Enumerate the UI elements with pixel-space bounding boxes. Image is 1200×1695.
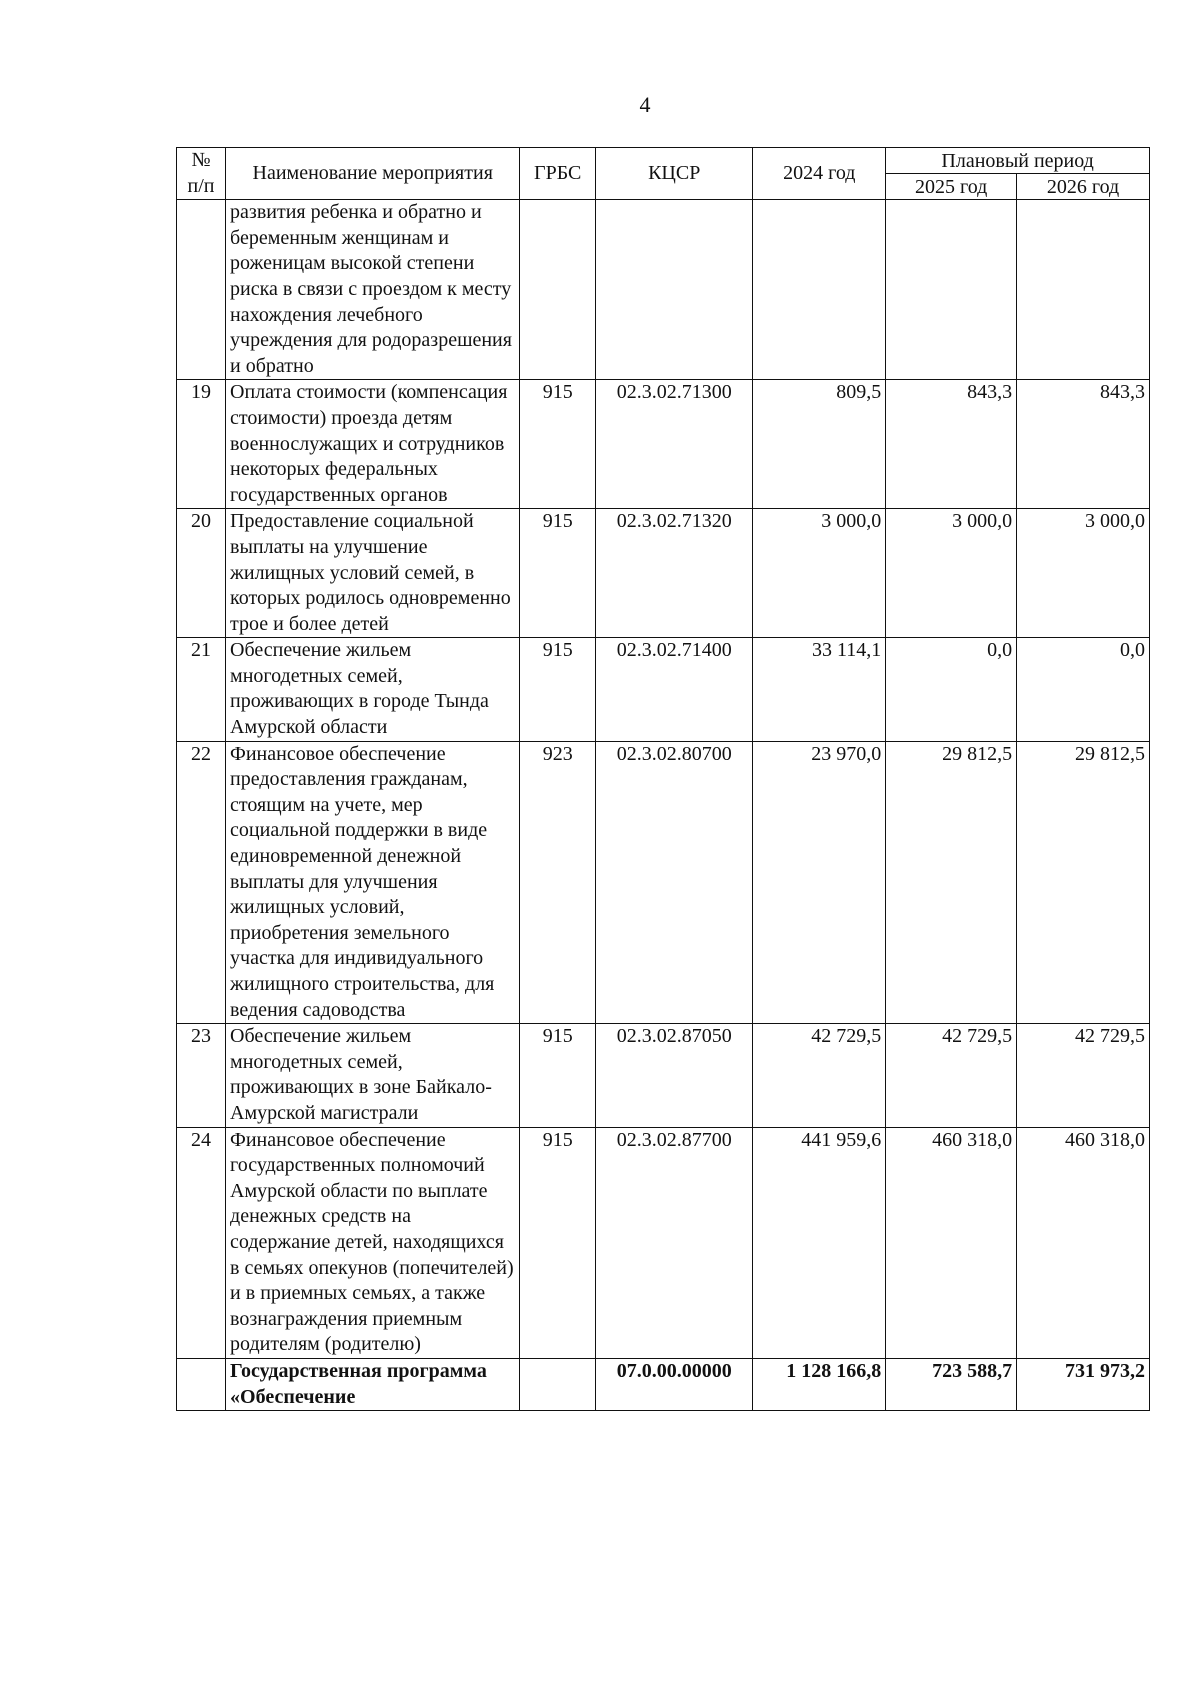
header-2026: 2026 год xyxy=(1017,174,1150,200)
row-grbs: 915 xyxy=(520,1024,596,1127)
row-num: 23 xyxy=(177,1024,226,1127)
row-kcsr: 02.3.02.87700 xyxy=(596,1127,753,1358)
total-2025: 723 588,7 xyxy=(886,1358,1017,1410)
table-header xyxy=(177,148,1150,200)
row-grbs: 915 xyxy=(520,509,596,638)
table-body xyxy=(177,200,1150,1359)
row-2026: 3 000,0 xyxy=(1017,509,1150,638)
total-grbs xyxy=(520,1358,596,1410)
total-num xyxy=(177,1358,226,1410)
table-total xyxy=(177,1358,1150,1410)
row-num xyxy=(177,200,226,380)
row-name: Оплата стоимости (компенсация стоимости) проезда детям военнослужащих и сотрудников некоторых федеральных государственных органов xyxy=(226,380,520,509)
row-grbs: 915 xyxy=(520,380,596,509)
table-row xyxy=(177,509,1150,638)
row-2025: 29 812,5 xyxy=(886,741,1017,1024)
row-grbs xyxy=(520,200,596,380)
budget-table xyxy=(176,147,1150,1411)
row-name: Финансовое обеспечение государственных полномочий Амурской области по выплате денежных средств на содержание детей, находящихся в семьях опекунов (попечителей) и в приемных семьях, а также вознаграждения приемным родителям (родителю) xyxy=(226,1127,520,1358)
table-row xyxy=(177,380,1150,509)
row-name: развития ребенка и обратно и беременным женщинам и роженицам высокой степени риска в связи с проездом к месту нахождения лечебного учреждения для родоразрешения и обратно xyxy=(226,200,520,380)
row-2025: 3 000,0 xyxy=(886,509,1017,638)
row-kcsr: 02.3.02.87050 xyxy=(596,1024,753,1127)
row-2026: 843,3 xyxy=(1017,380,1150,509)
page-number: 4 xyxy=(639,92,651,117)
row-num: 20 xyxy=(177,509,226,638)
row-kcsr: 02.3.02.80700 xyxy=(596,741,753,1024)
row-name: Обеспечение жильем многодетных семей, проживающих в городе Тында Амурской области xyxy=(226,638,520,741)
total-2024: 1 128 166,8 xyxy=(753,1358,886,1410)
table-row xyxy=(177,638,1150,741)
row-2024: 33 114,1 xyxy=(753,638,886,741)
row-kcsr: 02.3.02.71400 xyxy=(596,638,753,741)
row-num: 24 xyxy=(177,1127,226,1358)
table-row xyxy=(177,1127,1150,1358)
row-kcsr: 02.3.02.71300 xyxy=(596,380,753,509)
row-name: Предоставление социальной выплаты на улучшение жилищных условий семей, в которых родилось одновременно трое и более детей xyxy=(226,509,520,638)
total-2026: 731 973,2 xyxy=(1017,1358,1150,1410)
row-2026: 460 318,0 xyxy=(1017,1127,1150,1358)
row-num: 21 xyxy=(177,638,226,741)
row-num: 19 xyxy=(177,380,226,509)
row-2024: 809,5 xyxy=(753,380,886,509)
row-2026: 0,0 xyxy=(1017,638,1150,741)
row-2024: 23 970,0 xyxy=(753,741,886,1024)
row-2025: 42 729,5 xyxy=(886,1024,1017,1127)
row-2024: 441 959,6 xyxy=(753,1127,886,1358)
row-2026 xyxy=(1017,200,1150,380)
header-kcsr: КЦСР xyxy=(596,148,753,200)
row-grbs: 923 xyxy=(520,741,596,1024)
header-2025: 2025 год xyxy=(886,174,1017,200)
header-name: Наименование мероприятия xyxy=(226,148,520,200)
row-kcsr: 02.3.02.71320 xyxy=(596,509,753,638)
row-name: Финансовое обеспечение предоставления гражданам, стоящим на учете, мер социальной поддержки в виде единовременной денежной выплаты для улучшения жилищных условий, приобретения земельного участка для индивидуального жилищного строительства, для ведения садоводства xyxy=(226,741,520,1024)
header-num: № п/п xyxy=(177,148,226,200)
header-2024: 2024 год xyxy=(753,148,886,200)
row-2024: 3 000,0 xyxy=(753,509,886,638)
table-row xyxy=(177,741,1150,1024)
row-num: 22 xyxy=(177,741,226,1024)
table-row xyxy=(177,200,1150,380)
row-2024: 42 729,5 xyxy=(753,1024,886,1127)
row-name: Обеспечение жильем многодетных семей, проживающих в зоне Байкало-Амурской магистрали xyxy=(226,1024,520,1127)
row-2025: 460 318,0 xyxy=(886,1127,1017,1358)
row-2026: 42 729,5 xyxy=(1017,1024,1150,1127)
total-name: Государственная программа «Обеспечение xyxy=(226,1358,520,1410)
row-grbs: 915 xyxy=(520,638,596,741)
total-row xyxy=(177,1358,1150,1410)
row-kcsr xyxy=(596,200,753,380)
header-planned-period: Плановый период xyxy=(886,148,1150,174)
row-grbs: 915 xyxy=(520,1127,596,1358)
header-grbs: ГРБС xyxy=(520,148,596,200)
row-2026: 29 812,5 xyxy=(1017,741,1150,1024)
row-2025: 0,0 xyxy=(886,638,1017,741)
total-kcsr: 07.0.00.00000 xyxy=(596,1358,753,1410)
table-row xyxy=(177,1024,1150,1127)
row-2025: 843,3 xyxy=(886,380,1017,509)
row-2024 xyxy=(753,200,886,380)
row-2025 xyxy=(886,200,1017,380)
